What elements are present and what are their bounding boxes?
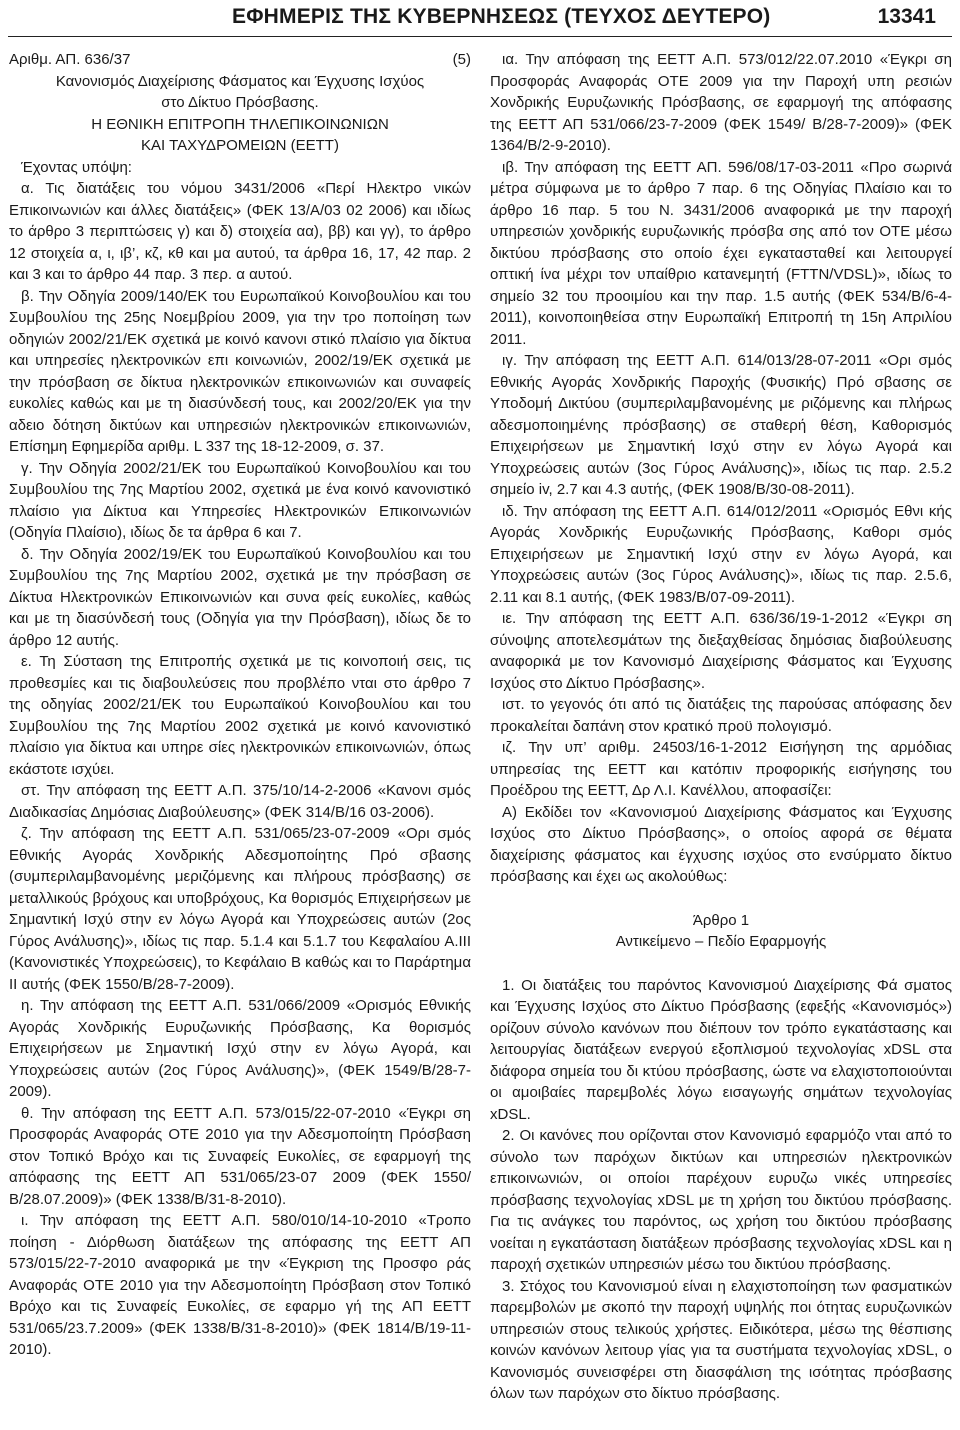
decision-clause-a: Α) Εκδίδει τον «Κανονισμού Διαχείρισης Φάσματος και Έγχυσης Ισχύος στο Δίκτυο Πρόσβασης», ο οποίος αφορά σε θέματα διαχείρισης φάσματος και έγχυσης ισχύος στο ενσύρματο δίκτυο πρόσβασης και έχει ως ακολούθως: bbox=[490, 803, 952, 885]
article-paragraph-2: 2. Οι κανόνες που ορίζονται στον Κανονισμό εφαρμόζο νται από το σύνολο των παρόχων δικτύων και υπηρεσιών ηλεκτρονικών επικοινωνιών, οι οποίοι παρέχουν ευρυζω νικές υπηρεσίες πρόσβασης τεχνολογίας xDSL με τη χρήση του δικτύου πρόσβασης. Για τις ανάγκες του παρόντος, ως χρήση του δικτύου πρόσβασης νοείται η εγκατάσταση διατάξεων πρόσβασης τεχνολογίας xDSL και η παροχή σχετικών υπηρεσιών μέσω του δικτύου πρόσβασης. bbox=[490, 1127, 952, 1273]
spacer bbox=[490, 888, 952, 910]
article-paragraph-1: 1. Οι διατάξεις του παρόντος Κανονισμού Διαχείρισης Φά σματος και Έγχυσης Ισχύος στο Δίκτυο Πρόσβασης (εφεξής «Κανονισμός») ορίζουν σύνολο κανόνων που διέπουν τον τρόπο εγκατάστασης και λειτουργίας διατάξεων ενεργού εξοπλισμού τεχνολογίας xDSL στα διάφορα σημεία του δι κτύου πρόσβασης, ώστε να ελαχιστοποιούνται οι αμοιβαίες παρεμβολές λόγω εισαγωγής σημάτων τεχνολογίας xDSL. bbox=[490, 976, 952, 1123]
article-number: Άρθρο 1 bbox=[692, 911, 750, 929]
paragraph-b: β. Την Οδηγία 2009/140/ΕΚ του Ευρωπαϊκού Κοινοβουλίου και του Συμβουλίου της 25ης Νοεμβρίου 2009, για την τρο ποποίηση των οδηγιών 2002/21/ΕΚ σχετικά με κοινό κανονι στικό πλαίσιο για δίκτυα και υπηρεσίες ηλεκτρονικών επι κοινωνιών, 2002/19/ΕΚ σχετικά με την πρόσβαση σε δίκτυα ηλεκτρονικών επικοινωνιών και συναφείς ευκολίες καθώς και με τη διασύνδεσή τους, και 2002/20/ΕΚ για την αδειο δότηση δικτύων και υπηρεσιών ηλεκτρονικών επικοινωνιών, Επίσημη Εφημερίδα αριθμ. L 337 της 18-12-2009, σ. 37. bbox=[9, 287, 471, 455]
paragraph-ie: ιε. Την απόφαση της ΕΕΤΤ Α.Π. 636/36/19-1-2012 «Έγκρι ση σύνοψης αποτελεσμάτων της διεξαχθείσας δημόσιας διαβούλευσης αναφορικά με τον Κανονισμό Διαχείρισης Φάσματος και Έγχυσης Ισχύος στο Δίκτυο Πρόσβασης». bbox=[490, 610, 952, 692]
considering-label: Έχοντας υπόψη: bbox=[21, 158, 132, 176]
paragraph-ia: ια. Την απόφαση της ΕΕΤΤ Α.Π. 573/012/22.07.2010 «Έγκρι ση Προσφοράς Αναφοράς ΟΤΕ 2009 για την Παροχή υπη ρεσιών Χονδρικής Ευρυζωνικής Πρόσβασης, σε εφαρμογή της απόφασης της ΕΕΤΤ ΑΠ 531/066/23-7-2009 (ΦΕΚ 1549/ Β/28-7-2009)» (ΦΕΚ 1364/Β/2-9-2010). bbox=[490, 51, 952, 154]
paragraph-i: ι. Την απόφαση της ΕΕΤΤ Α.Π. 580/010/14-10-2010 «Τροπο ποίηση - Διόρθωση διατάξεων της απόφασης της ΕΕΤΤ ΑΠ 573/015/22-7-2010 αναφορικά με την «Έγκριση της Προσφο ράς Αναφοράς ΟΤΕ 2010 για την Αδεσμοποίητη Πρόσβαση στον Τοπικό Βρόχο και τις Συναφείς Ευκολίες, σε εφαρμο γή της ΑΠ ΕΕΤΤ 531/065/23.7.2009» (ΦΕΚ 1338/Β/31-8-2010)» (ΦΕΚ 1814/Β/19-11-2010). bbox=[9, 1212, 471, 1358]
authority-line2: ΚΑΙ ΤΑΧΥΔΡΟΜΕΙΩΝ (ΕΕΤΤ) bbox=[141, 137, 339, 154]
paragraph-st: στ. Την απόφαση της ΕΕΤΤ Α.Π. 375/10/14-2-2006 «Κανονι σμός Διαδικασίας Δημόσιας Διαβούλευσης» (ΦΕΚ 314/Β/16 03-2006). bbox=[9, 782, 471, 821]
paragraph-a: α. Τις διατάξεις του νόμου 3431/2006 «Περί Ηλεκτρο νικών Επικοινωνιών και άλλες διατάξεις» (ΦΕΚ 13/Α/03 02 2006) και ιδίως το άρθρο 3 περιπτώσεις γ) και δ) στοιχεία αα), ββ) και γγ), το άρθρο 12 στοιχεία α, ι, ιβ’, κζ, κθ και μα αυτού, τα άρθρα 16, 17, 42 παρ. 2 και 3 και το άρθρο 44 παρ. 3 περ. α αυτού. bbox=[9, 180, 471, 283]
article-title: Αντικείμενο – Πεδίο Εφαρμογής bbox=[615, 933, 827, 950]
gazette-title: ΕΦΗΜΕΡΙΣ ΤΗΣ ΚΥΒΕΡΝΗΣΕΩΣ (ΤΕΥΧΟΣ ΔΕΥΤΕΡΟ) bbox=[232, 5, 771, 28]
spacer bbox=[490, 953, 952, 975]
paragraph-h: η. Την απόφαση της ΕΕΤΤ Α.Π. 531/066/2009 «Ορισμός Εθνικής Αγοράς Χονδρικής Ευρυζωνικής Πρόσβασης, Κα θορισμός Επιχειρήσεων με Σημαντική Ισχύ στην εν λόγω Αγορά, και Υποχρεώσεις αυτών (2ος Γύρος Ανάλυσης)», (ΦΕΚ 1549/Β/28-7-2009). bbox=[9, 997, 471, 1100]
decision-number: Αριθμ. ΑΠ. 636/37 bbox=[9, 51, 131, 68]
decision-title-line2: στο Δίκτυο Πρόσβασης. bbox=[161, 94, 319, 111]
paragraph-iz: ιζ. Την υπ’ αριθμ. 24503/16-1-2012 Εισήγηση της αρμόδιας υπηρεσίας της ΕΕΤΤ και κατόπιν προφορικής εισήγησης του Προέδρου της ΕΕΤΤ, Δρ Λ.Ι. Κανέλλου, αποφασίζει: bbox=[490, 739, 952, 799]
paragraph-th: θ. Την απόφαση της ΕΕΤΤ Α.Π. 573/015/22-07-2010 «Έγκρι ση Προσφοράς Αναφοράς ΟΤΕ 2010 για την Αδεσμοποίητη Πρόσβαση στον Τοπικό Βρόχο και τις Συναφείς Ευκολίες, σε εφαρμογή της απόφασης της ΕΕΤΤ ΑΠ 531/065/23-07 2009 (ΦΕΚ 1550/Β/28.07.2009)» (ΦΕΚ 1338/Β/31-8-2010). bbox=[9, 1104, 471, 1208]
left-column bbox=[9, 49, 471, 1361]
paragraph-c: γ. Την Οδηγία 2002/21/ΕΚ του Ευρωπαϊκού Κοινοβουλίου και του Συμβουλίου της 7ης Μαρτίου 2002, σχετικά με ένα κοινό κανονιστικό πλαίσιο για Δίκτυα και Υπηρεσίες Ηλεκτρονικών Επικοινωνιών (Οδηγία Πλαίσιο), ιδίως δε τα άρθρα 6 και 7. bbox=[9, 459, 471, 541]
authority-line1: Η ΕΘΝΙΚΗ ΕΠΙΤΡΟΠΗ ΤΗΛΕΠΙΚΟΙΝΩΝΙΩΝ bbox=[91, 115, 389, 133]
paragraph-e: ε. Τη Σύσταση της Επιτροπής σχετικά με τις κοινοποιή σεις, τις προθεσμίες και τις διαβουλεύσεις που προβλέπο νται στο άρθρο 7 της οδηγίας 2002/21/ΕΚ του Ευρωπαϊκού Κοινοβουλίου και του Συμβουλίου της 7ης Μαρτίου 2002 σχετικά με κοινό κανονιστικό πλαίσιο για δίκτυα και υπηρε σίες ηλεκτρονικών επικοινωνιών, όπως εκάστοτε ισχύει. bbox=[9, 653, 471, 778]
paragraph-d: δ. Την Οδηγία 2002/19/ΕΚ του Ευρωπαϊκού Κοινοβουλίου και του Συμβουλίου της 7ης Μαρτίου 2002, σχετικά με την πρόσβαση σε Δίκτυα Ηλεκτρονικών Επικοινωνιών και συνα φείς ευκολίες, καθώς και με τη διασύνδεσή τους (Οδηγία για την Πρόσβαση), ιδίως δε το άρθρο 12 αυτής. bbox=[9, 545, 471, 649]
decision-number-row bbox=[9, 49, 471, 71]
paragraph-id: ιδ. Την απόφαση της ΕΕΤΤ Α.Π. 614/012/2011 «Ορισμός Εθνι κής Αγοράς Χονδρικής Ευρυζωνικής Πρόσβασης, Καθορι σμός Επιχειρήσεων με Σημαντική Ισχύ στην εν λόγω Αγορά, και Υποχρεώσεις αυτών (3ος Γύρος Ανάλυσης)», ιδίως τις παρ. 2.5.6, 2.11 και 8.1 αυτής, (ΦΕΚ 1983/Β/07-09-2011). bbox=[490, 502, 952, 606]
page-header bbox=[0, 0, 960, 44]
paragraph-ib: ιβ. Την απόφαση της ΕΕΤΤ ΑΠ. 596/08/17-03-2011 «Προ σωρινά μέτρα σύμφωνα με το άρθρο 7 παρ. 6 της Οδηγίας Πλαίσιο και το άρθρο 16 παρ. 5 του Ν. 3431/2006 αναφορικά με την παροχή υπηρεσιών χονδρικής ευρυζωνικής πρόσβα σης από τον ΟΤΕ μέσω δικτύου πρόσβασης στο οποίο έχει εγκατασταθεί και λειτουργεί οπτική ίνα μέχρι τον υπαίθριο κατανεμητή (FTTN/VDSL)», ιδίως το σημείο 32 του προοιμίου και την παρ. 1.5 αυτής (ΦΕΚ 534/Β/6-4-2011), κοινοποιηθείσα στην Ευρωπαϊκή Επιτροπή τη 15η Απριλίου 2011. bbox=[490, 158, 952, 348]
page-number: 13341 bbox=[877, 5, 936, 28]
decision-title-line1: Κανονισμός Διαχείρισης Φάσματος και Έγχυσης Ισχύος bbox=[55, 72, 425, 90]
paragraph-z: ζ. Την απόφαση της ΕΕΤΤ Α.Π. 531/065/23-07-2009 «Ορι σμός Εθνικής Αγοράς Χονδρικής Αδεσμοποίητης Πρό σβασης (συμπεριλαμβανομένης μεριζόμενης και πλήρους πρόσβασης) σε μεταλλικούς βρόχους και υποβρόχους, Κα θορισμός Επιχειρήσεων με Σημαντική Ισχύ στην εν λόγω Αγορά και Υποχρεώσεις αυτών (2ος Γύρος Ανάλυσης)», ιδίως τις παρ. 5.1.4 και 5.1.7 του Κεφαλαίου Α.ΙΙΙ (Κανονιστικές Υποχρεώσεις), το Κεφάλαιο Β καθώς και το Παράρτημα ΙΙ αυτής (ΦΕΚ 1550/Β/28-7-2009). bbox=[9, 825, 471, 993]
paragraph-ig: ιγ. Την απόφαση της ΕΕΤΤ Α.Π. 614/013/28-07-2011 «Ορι σμός Εθνικής Αγοράς Χονδρικής Παροχής (Φυσικής) Πρό σβασης σε Υποδομή Δικτύου (συμπεριλαμβανομένης με ριζόμενης και πλήρως αδεσμοποιημένης πρόσβασης) σε σταθερή θέση, Καθορισμός Επιχειρήσεων με Σημαντική Ισχύ στην εν λόγω Αγορά και Υποχρεώσεις αυτών (3ος Γύρος Ανάλυσης)», ιδίως τις παρ. 2.5.2 σημείο iv, 2.7 και 4.3 αυτής, (ΦΕΚ 1908/Β/30-08-2011). bbox=[490, 352, 952, 498]
article-paragraph-3: 3. Στόχος του Κανονισμού είναι η ελαχιστοποίηση των φασματικών παρεμβολών με σκοπό την παροχή υψηλής ποι ότητας ευρυζωνικών υπηρεσιών στους τελικούς χρήστες. Ειδικότερα, μέσω της θέσπισης κοινών κανόνων λειτουρ γίας για τα συστήματα τεχνολογίας xDSL, ο Κανονισμός συνεισφέρει στη διασφάλιση της ισότητας πρόσβασης όλων των παρόχων στο δίκτυο πρόσβασης. bbox=[490, 1277, 952, 1402]
paragraph-ist: ιστ. το γεγονός ότι από τις διατάξεις της παρούσας απόφασης δεν προκαλείται δαπάνη στον κρατικό προϋ πολογισμό. bbox=[490, 696, 952, 735]
header-divider bbox=[8, 36, 952, 37]
right-column bbox=[490, 49, 952, 1405]
decision-ref: (5) bbox=[452, 51, 471, 68]
